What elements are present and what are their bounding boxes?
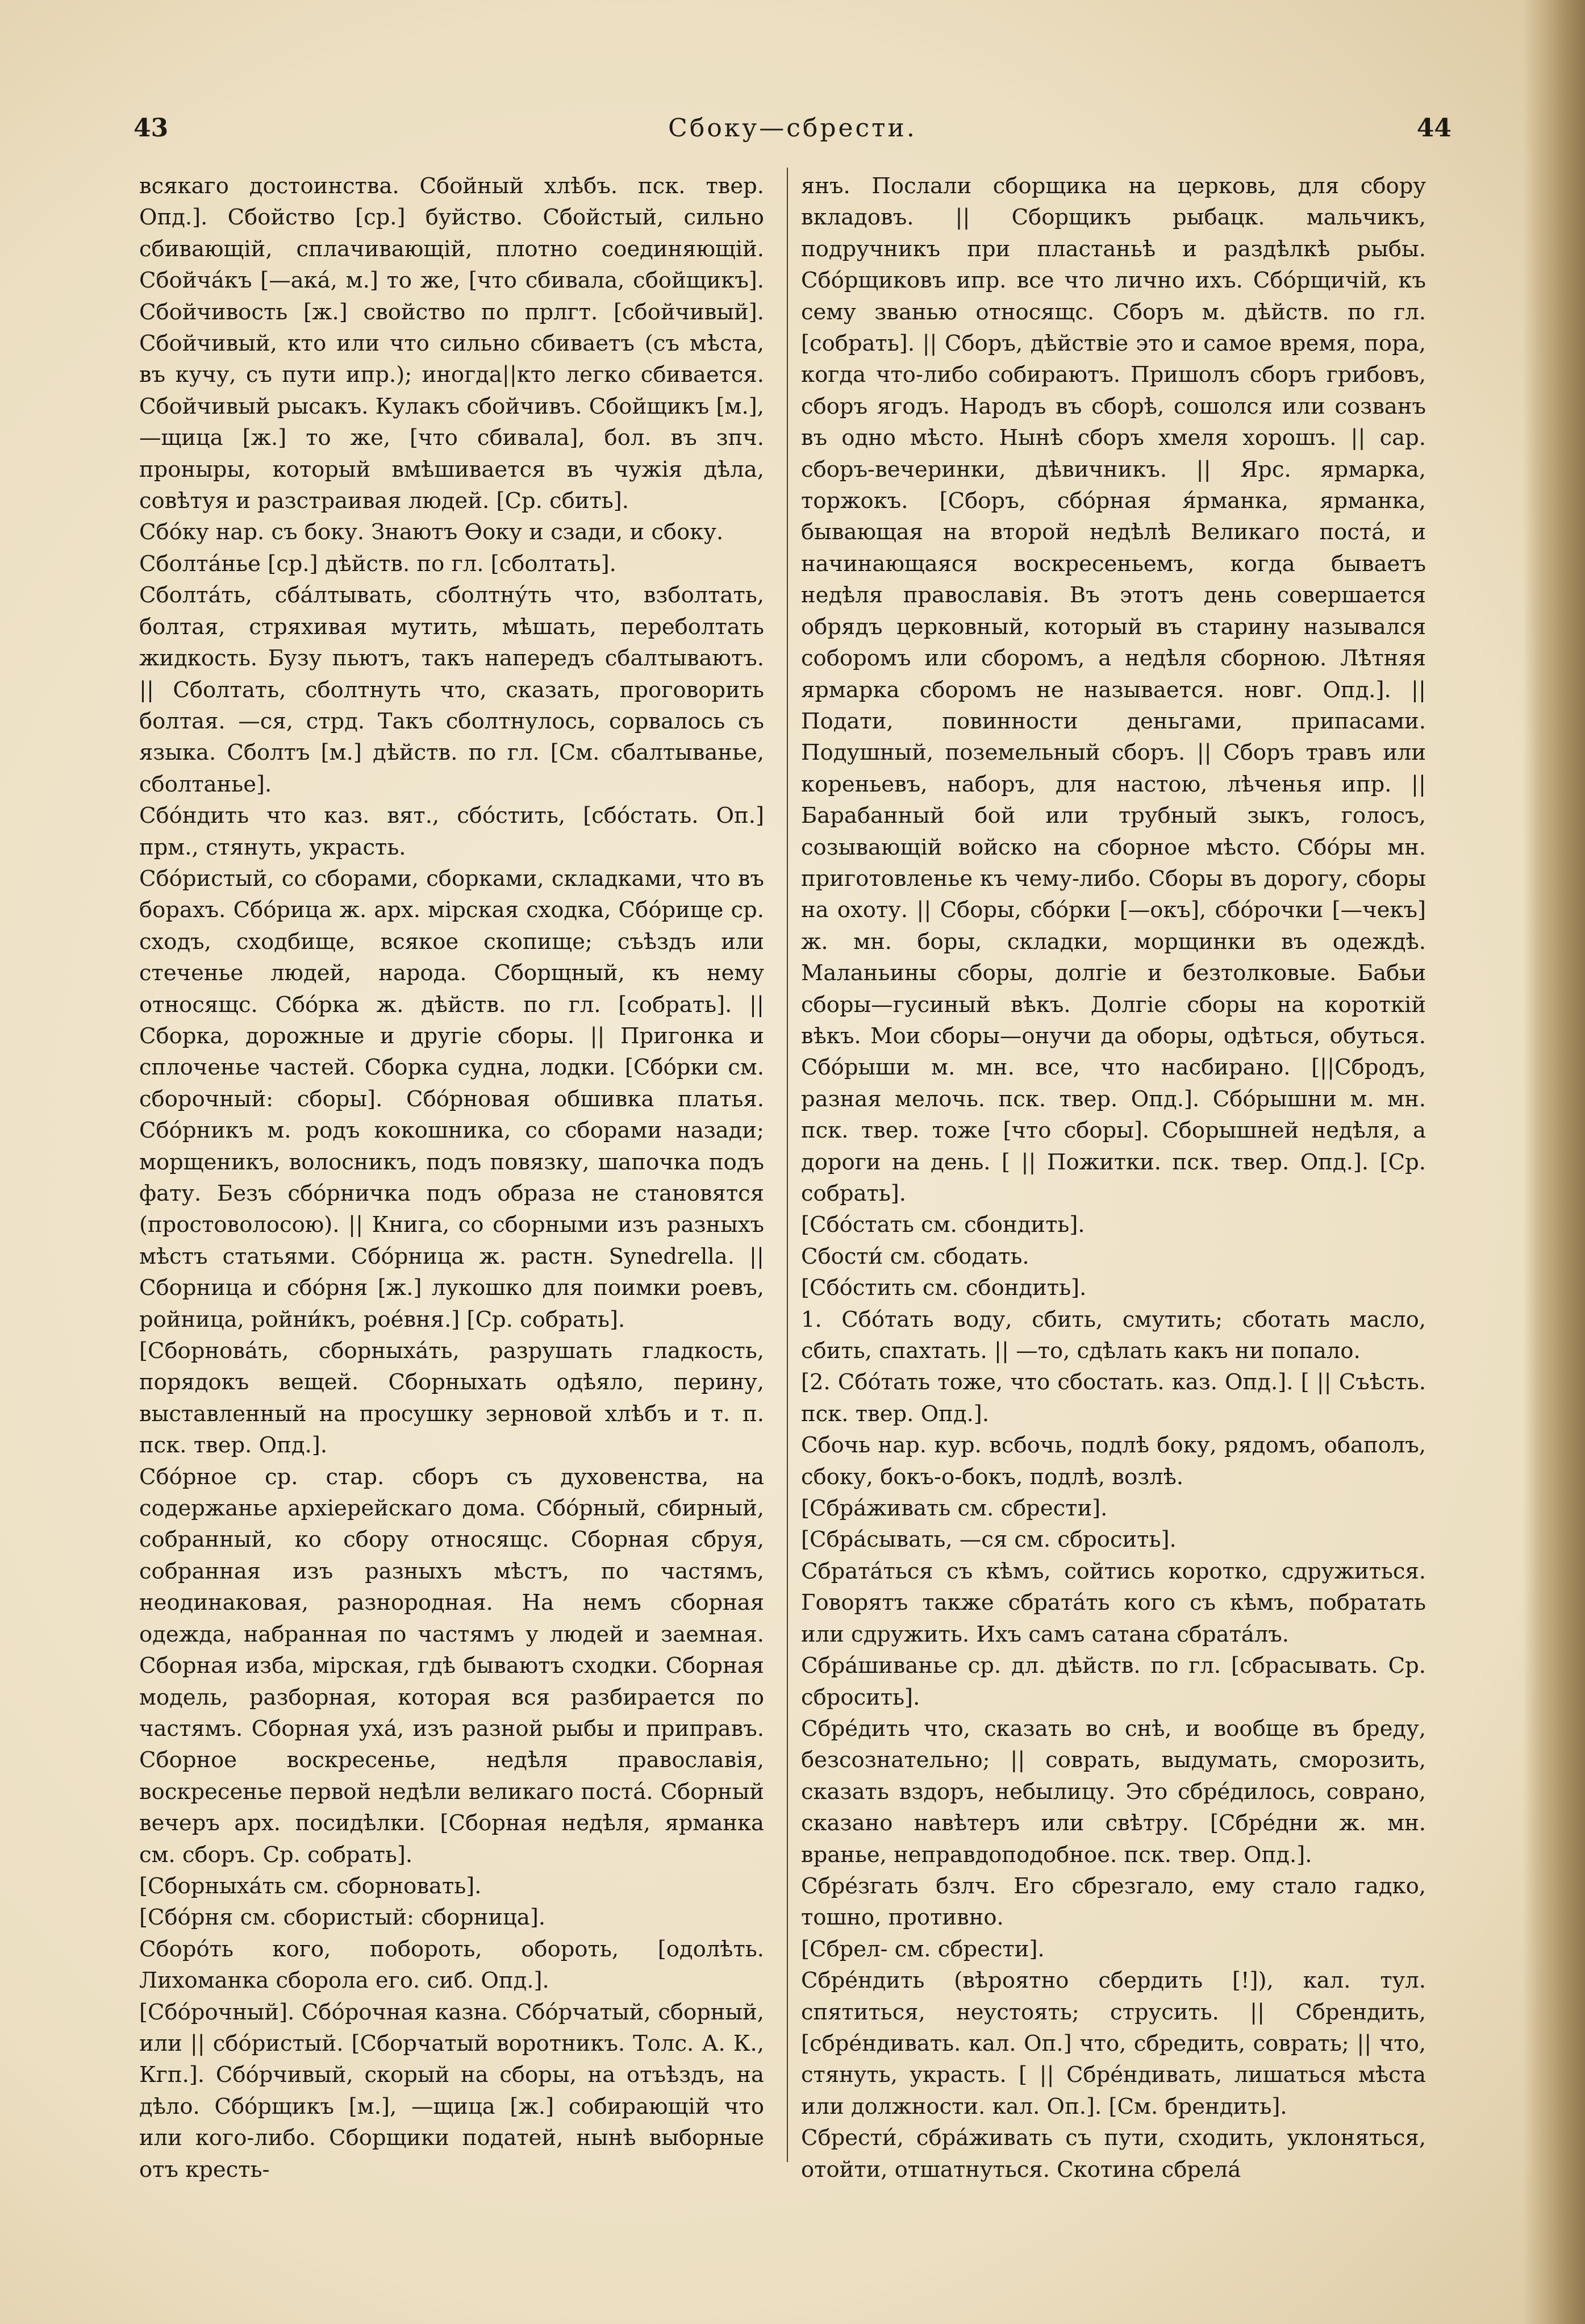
dictionary-entry: [Сбо́рня см. сбористый: сборница]. [139,1905,546,1931]
dictionary-entry: Сбо́ристый, со сборами, сборками, складками, что въ борахъ. Сбо́рица ж. арх. мірская сходка, Сбо́рище ср. сходъ, сходбище, всякое скопище; съѣздъ или стеченье людей, народа. Сборщный, къ нему относящс. Сбо́рка ж. дѣйств. по гл. [собрать]. || Сборка, дорожные и другіе сборы. || Пригонка и сплоченье частей. Сборка судна, лодки. [Сбо́рки см. сборочный: сборы]. Сбо́рновая обшивка платья. Сбо́рникъ м. родъ кокошника, со сборами назади; морщеникъ, волосникъ, подъ повязку, шапочка подъ фату. Безъ сбо́рничка подъ образа не становятся (простоволосою). || Книга, со сборными изъ разныхъ мѣстъ статьями. Сбо́рница ж. растн. Synedrella. || Сборница и сбо́рня [ж.] лукошко для поимки роевъ, ройница, ройни́къ, рое́вня.] [Ср. собрать]. [139,865,764,1332]
dictionary-entry: [Сбо́стить см. сбондить]. [801,1275,1087,1301]
running-head: Сбоку—сбрести. [668,114,917,143]
dictionary-entry: [Сбра́живать см. сбрести]. [801,1496,1108,1522]
page-number-left: 43 [134,114,169,143]
dictionary-entry: [Сборныха́ть см. сборновать]. [139,1873,482,1899]
dictionary-entry: янъ. Послали сборщика на церковь, для сбору вкладовъ. || Сборщикъ рыбацк. мальчикъ, подручникъ при пластаньѣ и раздѣлкѣ рыбы. Сбо́рщиковъ ипр. все что лично ихъ. Сбо́рщичій, къ сему званью относящс. Сборъ м. дѣйств. по гл. [собрать]. || Сборъ, дѣйствіе это и самое время, пора, когда что-либо собираютъ. Пришолъ сборъ грибовъ, сборъ ягодъ. Народъ въ сборѣ, сошолся или созванъ въ одно мѣсто. Нынѣ сборъ хмеля хорошъ. || сар. сборъ-вечеринки, дѣвичникъ. || Ярс. ярмарка, торжокъ. [Сборъ, сбо́рная я́рманка, ярманка, бывающая на второй недѣлѣ Великаго поста́, и начинающаяся воскресеньемъ, когда бываетъ недѣля православія. Въ этотъ день совершается обрядъ церковный, который въ старину назывался соборомъ или сборомъ, а недѣля сборною. Лѣтняя ярмарка сборомъ не называется. новг. Опд.]. || Подати, повинности деньгами, припасами. Подушный, поземельный сборъ. || Сборъ травъ или кореньевъ, наборъ, для настою, лѣченья ипр. || Барабанный бой или трубный зыкъ, голосъ, созывающій войско на сборное мѣсто. Сбо́ры мн. приготовленье къ чему-либо. Сборы въ дорогу, сборы на охоту. || Сборы, сбо́рки [—окъ], сбо́рочки [—чекъ] ж. мн. боры, складки, морщинки въ одеждѣ. Маланьины сборы, долгіе и безтолковые. Бабьи сборы—гусиный вѣкъ. Долгіе сборы на короткій вѣкъ. Мои сборы—онучи да оборы, одѣться, обуться. Сбо́рыши м. мн. все, что насбирано. [||Сбродъ, разная мелочь. пск. твер. Опд.]. Сбо́рышни м. мн. пск. твер. тоже [что сборы]. Сборышней недѣля, а дороги на день. [ || Пожитки. пск. твер. Опд.]. [Ср. собрать]. [801,173,1426,1206]
dictionary-entry: [Сбра́сывать, —ся см. сбросить]. [801,1527,1177,1553]
left-column [139,170,764,2185]
right-column [801,170,1426,2185]
page-number-right: 44 [1416,114,1451,143]
dictionary-entry: Сбре́ндить (вѣроятно сбердить [!]), кал. тул. спятиться, неустоять; струсить. || Сбрендить, [сбре́ндивать. кал. Оп.] что, сбредить, соврать; || что, стянуть, украсть. [ || Сбре́ндивать, лишаться мѣста или должности. кал. Оп.]. [См. брендить]. [801,1968,1426,2119]
dictionary-entry: Сбости́ см. сбодать. [801,1243,1029,1269]
dictionary-entry: всякаго достоинства. Сбойный хлѣбъ. пск. твер. Опд.]. Сбойство [ср.] буйство. Сбойстый, сильно сбивающій, сплачивающій, плотно соединяющій. Сбойча́къ [—ака́, м.] то же, [что сбивала, сбойщикъ]. Сбойчивость [ж.] свойство по прлгт. [сбойчивый]. Сбойчивый, кто или что сильно сбиваетъ (съ мѣста, въ кучу, съ пути ипр.); иногда||кто легко сбивается. Сбойчивый рысакъ. Кулакъ сбойчивъ. Сбойщикъ [м.], —щица [ж.] то же, [что сбивала], бол. въ зпч. проныры, который вмѣшивается въ чужія дѣла, совѣтуя и разстраивая людей. [Ср. сбить]. [139,173,764,514]
page-edge-shadow [1523,0,1585,2324]
dictionary-entry: [Сборнова́ть, сборныха́ть, разрушать гладкость, порядокъ вещей. Сборныхать одѣяло, перину, выставленный на просушку зерновой хлѣбъ и т. п. пск. твер. Опд.]. [139,1338,764,1459]
dictionary-entry: Сбо́ку нар. съ боку. Знаютъ Ѳоку и сзади, и сбоку. [139,519,724,545]
dictionary-entry: [Сбо́стать см. сбондить]. [801,1212,1085,1238]
dictionary-entry: Сбра́шиванье ср. дл. дѣйств. по гл. [сбрасывать. Ср. сбросить]. [801,1653,1426,1710]
page-header [134,114,1451,153]
dictionary-entry: Сбрата́ться съ кѣмъ, сойтись коротко, сдружиться. Говорятъ также сбрата́ть кого съ кѣмъ, побратать или сдружить. Ихъ самъ сатана сбрата́лъ. [801,1558,1426,1647]
dictionary-entry: Сбо́ндить что каз. вят., сбо́стить, [сбо́стать. Оп.] прм., стянуть, украсть. [139,803,764,860]
dictionary-entry: Сболта́ть, сба́лтывать, сболтну́ть что, взболтать, болтая, стряхивая мутить, мѣшать, переболтать жидкость. Бузу пьютъ, такъ напередъ сбалтываютъ. || Сболтать, сболтнуть что, сказать, проговорить болтая. —ся, стрд. Такъ сболтнулось, сорвалось съ языка. Сболтъ [м.] дѣйств. по гл. [См. сбалтыванье, сболтанье]. [139,582,764,797]
dictionary-entry: [Сбрел- см. сбрести]. [801,1936,1045,1962]
dictionary-entry: [Сбо́рочный]. Сбо́рочная казна. Сбо́рчатый, сборный, или || сбо́ристый. [Сборчатый воротникъ. Толс. А. К., Кгп.]. Сбо́рчивый, скорый на сборы, на отъѣздъ, на дѣло. Сбо́рщикъ [м.], —щица [ж.] собирающій что или кого-либо. Сборщики податей, нынѣ выборные отъ кресть- [139,1999,764,2183]
dictionary-entry: Сбочь нар. кур. всбочь, подлѣ боку, рядомъ, обаполъ, сбоку, бокъ-о-бокъ, подлѣ, возлѣ. [801,1432,1426,1490]
dictionary-entry: Сболта́нье [ср.] дѣйств. по гл. [сболтать]. [139,551,616,577]
dictionary-entry: Сборо́ть кого, побороть, обороть, [одолѣть. Лихоманка сборола его. сиб. Опд.]. [139,1936,764,1994]
dictionary-entry: Сбо́рное ср. стар. сборъ съ духовенства, на содержанье архіерейскаго дома. Сбо́рный, сбирный, собранный, ко сбору относящс. Сборная сбруя, собранная изъ разныхъ мѣстъ, по частямъ, неодинаковая, разнородная. На немъ сборная одежда, набранная по частямъ у людей и заемная. Сборная изба, мірская, гдѣ бываютъ сходки. Сборная модель, разборная, которая вся разбирается по частямъ. Сборная уха́, изъ разной рыбы и приправъ. Сборное воскресенье, недѣля православія, воскресенье первой недѣли великаго поста́. Сборный вечеръ арх. посидѣлки. [Сборная недѣля, ярманка см. сборъ. Ср. собрать]. [139,1464,764,1868]
dictionary-entry: Сбре́згать бзлч. Его сбрезгало, ему стало гадко, тошно, противно. [801,1873,1426,1931]
dictionary-entry: [2. Сбо́тать тоже, что сбостать. каз. Опд.]. [ || Съѣсть. пск. твер. Опд.]. [801,1369,1426,1427]
column-divider [787,168,788,2162]
dictionary-entry: Сбре́дить что, сказать во снѣ, и вообще въ бреду, безсознательно; || соврать, выдумать, сморозить, сказать вздоръ, небылицу. Это сбре́дилось, соврано, сказано навѣтеръ или свѣтру. [Сбре́дни ж. мн. вранье, неправдоподобное. пск. твер. Опд.]. [801,1715,1426,1868]
dictionary-entry: Сбрести́, сбра́живать съ пути, сходить, уклоняться, отойти, отшатнуться. Скотина сбрела́ [801,2125,1426,2183]
dictionary-entry: 1. Сбо́тать воду, сбить, смутить; сботать масло, сбить, спахтать. || —то, сдѣлать какъ ни попало. [801,1306,1426,1364]
